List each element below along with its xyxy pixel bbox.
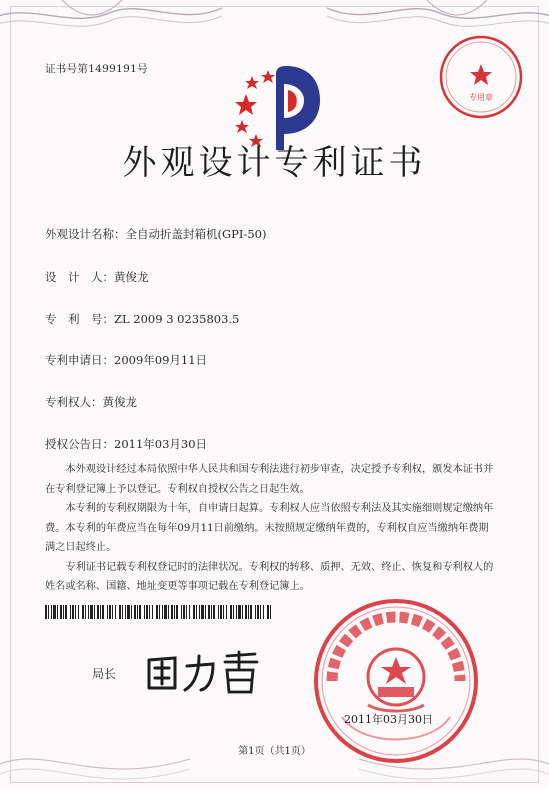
- barcode-bar: [65, 605, 67, 619]
- field-patentee: [45, 394, 137, 410]
- barcode-bar: [255, 605, 256, 619]
- barcode-bar: [213, 605, 215, 619]
- barcode-bar: [48, 605, 49, 619]
- barcode-bar: [267, 605, 269, 619]
- barcode-bar: [250, 605, 252, 619]
- barcode-bar: [181, 605, 182, 619]
- barcode-bar: [211, 605, 212, 619]
- field-label: 授权公告日：: [45, 437, 114, 451]
- barcode-bar: [208, 605, 210, 619]
- barcode-bar: [45, 605, 47, 619]
- field-value: 全自动折盖封箱机(GPI-50): [125, 227, 267, 241]
- barcode-bar: [171, 605, 173, 619]
- barcode-bar: [139, 605, 141, 619]
- barcode-bar: [248, 605, 249, 619]
- barcode-bar: [88, 605, 89, 619]
- barcode-bar: [205, 605, 206, 619]
- barcode-bar: [174, 605, 175, 619]
- issue-date: 2011年03月30日: [344, 713, 433, 726]
- small-official-seal: [438, 34, 524, 120]
- barcode-bar: [115, 605, 116, 619]
- top-left-ornament: [0, 0, 222, 42]
- body-paragraph: 本外观设计经过本局依照中华人民共和国专利法进行初步审查，决定授予专利权，颁发本证书并在专利登记簿上予以登记。专利权自授权公告之日起生效。: [45, 464, 494, 495]
- page-number: 第1页（共1页）: [238, 746, 311, 757]
- field-label: 专 利 号：: [45, 312, 114, 326]
- barcode-bar: [168, 605, 169, 619]
- barcode-bar: [193, 605, 195, 619]
- barcode-bar: [218, 605, 219, 619]
- field-label: 专利申请日：: [45, 353, 114, 367]
- barcode-bar: [245, 605, 247, 619]
- certificate-body: [45, 460, 497, 597]
- field-application-date: [45, 352, 207, 368]
- certificate-number: 证书号第1499191号: [45, 63, 148, 75]
- barcode-bar: [233, 605, 234, 619]
- barcode-bar: [270, 605, 271, 619]
- barcode-bar: [260, 605, 261, 619]
- barcode-bar: [107, 605, 108, 619]
- field-value: 黄俊龙: [102, 395, 137, 409]
- barcode-bar: [100, 605, 101, 619]
- barcode-bar: [176, 605, 178, 619]
- barcode-bar: [201, 605, 204, 619]
- barcode-bar: [122, 605, 123, 619]
- barcode-bar: [125, 605, 126, 619]
- barcode-bar: [72, 605, 74, 619]
- field-value: 黄俊龙: [114, 270, 149, 284]
- barcode-bar: [186, 605, 187, 619]
- barcode-bar: [97, 605, 99, 619]
- barcode-bar: [70, 605, 71, 619]
- field-value: 2009年09月11日: [114, 353, 208, 367]
- barcode-bar: [199, 605, 200, 619]
- barcode-bar: [109, 605, 111, 619]
- barcode-bar: [223, 605, 224, 619]
- barcode-bar: [75, 605, 76, 619]
- field-value: 2011年03月30日: [114, 437, 208, 451]
- director-signature: [143, 648, 263, 696]
- certificate-title: 外观设计专利证书: [122, 143, 427, 183]
- barcode-bar: [162, 605, 163, 619]
- director-label: 局长: [92, 667, 117, 681]
- body-paragraph: 本专利的专利权期限为十年，自申请日起算。专利权人应当依照专利法及其实施细则规定缴纳年费。本专利的年费应当在每年09月11日前缴纳。未按照规定缴纳年费的，专利权自应当缴纳年费期满之日起终止。: [45, 503, 494, 553]
- barcode-bar: [189, 605, 190, 619]
- barcode-bar: [156, 605, 158, 619]
- barcode-bar: [102, 605, 104, 619]
- barcode-bar: [137, 605, 138, 619]
- body-paragraph: 专利证书记载专利权登记时的法律状况。专利权的转移、质押、无效、终止、恢复和专利权人的姓名或名称、国籍、地址变更等事项记载在专利登记簿上。: [45, 561, 494, 592]
- field-label: 外观设计名称：: [45, 227, 126, 241]
- barcode-bar: [60, 605, 62, 619]
- barcode-bar: [119, 605, 121, 619]
- barcode-bar: [94, 605, 95, 619]
- barcode-bar: [159, 605, 160, 619]
- barcode-bar: [183, 605, 185, 619]
- field-label: 设 计 人：: [45, 270, 114, 284]
- bottom-left-ornament: [0, 729, 190, 789]
- barcode-bar: [230, 605, 232, 619]
- barcode-bar: [85, 605, 86, 619]
- barcode-bar: [152, 605, 153, 619]
- field-grant-date: [45, 436, 207, 452]
- barcode-bar: [78, 605, 79, 619]
- barcode-bar: [164, 605, 167, 619]
- barcode-bar: [263, 605, 264, 619]
- barcode-bar: [90, 605, 93, 619]
- barcode-bar: [196, 605, 197, 619]
- barcode-bar: [220, 605, 222, 619]
- field-design-name: [45, 226, 266, 242]
- small-seal-label: 专用章: [469, 93, 493, 102]
- barcode-bar: [82, 605, 84, 619]
- field-label: 专利权人：: [45, 395, 103, 409]
- barcode-bar: [112, 605, 113, 619]
- barcode-bar: [257, 605, 259, 619]
- barcode-bar: [236, 605, 237, 619]
- barcode: [45, 605, 275, 619]
- national-patent-office-seal: [312, 597, 480, 765]
- barcode-bar: [127, 605, 130, 619]
- barcode-bar: [51, 605, 52, 619]
- barcode-bar: [63, 605, 64, 619]
- barcode-bar: [131, 605, 132, 619]
- barcode-bar: [242, 605, 243, 619]
- barcode-bar: [144, 605, 145, 619]
- field-patent-number: [45, 311, 239, 327]
- barcode-bar: [226, 605, 227, 619]
- barcode-bar: [146, 605, 148, 619]
- field-designer: [45, 269, 149, 285]
- barcode-bar: [57, 605, 58, 619]
- barcode-bar: [134, 605, 136, 619]
- barcode-bar: [149, 605, 150, 619]
- barcode-bar: [53, 605, 56, 619]
- barcode-bar: [238, 605, 241, 619]
- field-value: ZL 2009 3 0235803.5: [114, 312, 240, 326]
